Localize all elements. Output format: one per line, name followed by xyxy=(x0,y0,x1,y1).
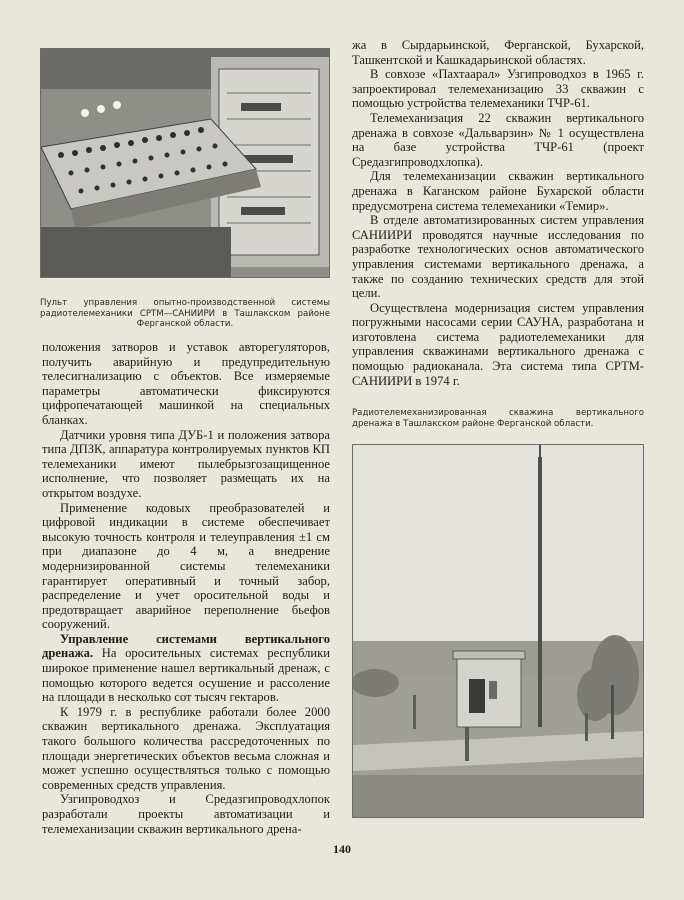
right-text-column xyxy=(352,38,644,388)
paragraph: положения затворов и уставок авторегуляторов, получить аварийную и предупредительную телесигнализацию с объектов. Все измеряемые параметры автоматически фиксируются цифропечатающей машинкой на специальных бланках. xyxy=(42,340,330,427)
paragraph: Узгипроводхоз и Средазгипроводхлопок разработали проекты автоматизации и телемеханизации скважин вертикального дрена- xyxy=(42,792,330,836)
paragraph-text: На оросительных системах республики широкое применение нашел вертикальный дренаж, с помощью которого ведется осушение и рассоление на площади в несколько сот тысяч гектаров. xyxy=(42,646,330,705)
paragraph: Применение кодовых преобразователей и цифровой индикации в системе обеспечивает высокую точность контроля и телеуправления ±1 см при диапазоне до 4 м, а внедрение модернизированной системы телемеханики гарантирует оперативный и точный забор, распределение и учет оросительной воды и предотвращает аварийное переполнение бьефов сооружений. xyxy=(42,500,330,632)
section-paragraph-vertical-drainage xyxy=(42,632,330,705)
paragraph: В отделе автоматизированных систем управления САНИИРИ проводятся научные исследования по разработке технологических основ автоматического управления системами вертикального дренажа, а также по созданию технических средств для этой цели. xyxy=(352,213,644,301)
paragraph: жа в Сырдарьинской, Ферганской, Бухарской, Ташкентской и Кашкадарьинской областях. xyxy=(352,38,644,67)
drainage-well-caption: Радиотелемеханизированная скважина вертикального дренажа в Ташлакском районе Ферганской области. xyxy=(352,408,644,429)
drainage-well-photo xyxy=(352,444,644,818)
paragraph: К 1979 г. в республике работали более 2000 скважин вертикального дренажа. Эксплуатация такого большого количества рассредоточенных по площади энергетических объектов весьма сложная и может успешно осуществляться только с помощью современных средств управления. xyxy=(42,704,330,792)
control-console-caption: Пульт управления опытно-производственной системы радиотелемеханики СРТМ—САНИИРИ в Ташлакском районе Ферганской области. xyxy=(40,298,330,330)
paragraph: Для телемеханизации скважин вертикального дренажа в Каганском районе Бухарской области предусмотрена система телемеханики «Темир». xyxy=(352,169,644,213)
paragraph: Осуществлена модернизация систем управления погружными насосами серии САУНА, разработана и изготовлена система радиотелемеханики для управления скважинами вертикального дренажа с помощью радиоканала. Эта система типа СРТМ-САНИИРИ в 1974 г. xyxy=(352,300,644,388)
control-console-illustration xyxy=(41,49,329,277)
paragraph: Датчики уровня типа ДУБ-1 и положения затвора типа ДПЗК, аппаратура контролируемых пунктов КП телемеханики имеют пылебрызгозащищенное исполнение, что позволяет размещать их на открытом воздухе. xyxy=(42,427,330,500)
page-number: 140 xyxy=(333,842,351,856)
paragraph: В совхозе «Пахтаарал» Узгипроводхоз в 1965 г. запроектировал телемеханизацию 33 скважин с помощью устройства телемеханики ТЧР-61. xyxy=(352,67,644,111)
paragraph: Телемеханизация 22 скважин вертикального дренажа в совхозе «Дальварзин» № 1 осуществлена на базе устройства ТЧР-61 (проект Средазгипроводхлопка). xyxy=(352,110,644,169)
drainage-well-illustration xyxy=(353,445,643,817)
section-heading: Управление системами вертикального дренажа. xyxy=(42,631,330,661)
control-console-photo xyxy=(40,48,330,278)
left-text-column xyxy=(42,340,330,836)
